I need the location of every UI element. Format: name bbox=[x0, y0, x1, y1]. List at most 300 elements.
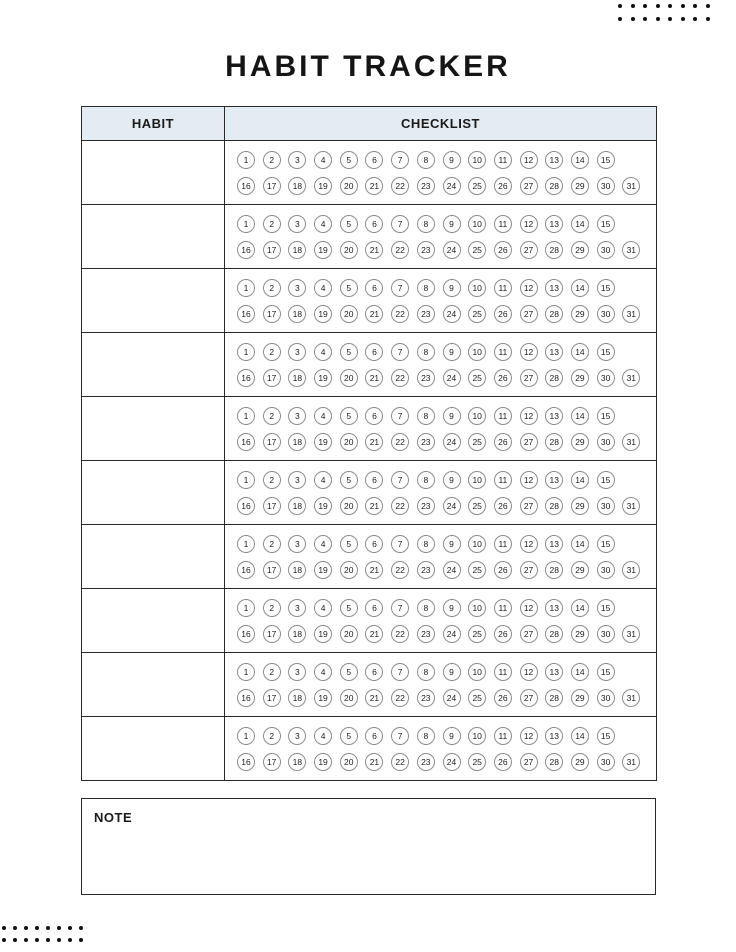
day-checkbox[interactable]: 5 bbox=[340, 727, 358, 745]
day-checkbox[interactable]: 16 bbox=[237, 433, 255, 451]
day-checkbox[interactable]: 17 bbox=[263, 177, 281, 195]
day-checkbox[interactable]: 30 bbox=[597, 753, 615, 771]
day-checkbox[interactable]: 28 bbox=[545, 433, 563, 451]
day-checkbox[interactable]: 12 bbox=[520, 407, 538, 425]
day-checkbox[interactable]: 7 bbox=[391, 343, 409, 361]
day-checkbox[interactable]: 5 bbox=[340, 471, 358, 489]
day-checkbox[interactable]: 18 bbox=[288, 497, 306, 515]
day-checkbox[interactable]: 31 bbox=[622, 177, 640, 195]
day-checkbox[interactable]: 1 bbox=[237, 663, 255, 681]
day-checkbox[interactable]: 26 bbox=[494, 177, 512, 195]
day-checkbox[interactable]: 6 bbox=[365, 599, 383, 617]
day-checkbox[interactable]: 29 bbox=[571, 625, 589, 643]
day-checkbox[interactable]: 21 bbox=[365, 305, 383, 323]
day-checkbox[interactable]: 23 bbox=[417, 369, 435, 387]
day-checkbox[interactable]: 18 bbox=[288, 689, 306, 707]
day-checkbox[interactable]: 10 bbox=[468, 215, 486, 233]
day-checkbox[interactable]: 19 bbox=[314, 369, 332, 387]
day-checkbox[interactable]: 29 bbox=[571, 561, 589, 579]
day-checkbox[interactable]: 29 bbox=[571, 689, 589, 707]
day-checkbox[interactable]: 14 bbox=[571, 535, 589, 553]
day-checkbox[interactable]: 15 bbox=[597, 663, 615, 681]
day-checkbox[interactable]: 7 bbox=[391, 599, 409, 617]
day-checkbox[interactable]: 16 bbox=[237, 241, 255, 259]
day-checkbox[interactable]: 16 bbox=[237, 561, 255, 579]
day-checkbox[interactable]: 5 bbox=[340, 215, 358, 233]
day-checkbox[interactable]: 5 bbox=[340, 151, 358, 169]
day-checkbox[interactable]: 19 bbox=[314, 305, 332, 323]
day-checkbox[interactable]: 16 bbox=[237, 625, 255, 643]
day-checkbox[interactable]: 28 bbox=[545, 561, 563, 579]
day-checkbox[interactable]: 22 bbox=[391, 561, 409, 579]
day-checkbox[interactable]: 2 bbox=[263, 343, 281, 361]
day-checkbox[interactable]: 12 bbox=[520, 535, 538, 553]
day-checkbox[interactable]: 13 bbox=[545, 215, 563, 233]
day-checkbox[interactable]: 14 bbox=[571, 727, 589, 745]
day-checkbox[interactable]: 8 bbox=[417, 663, 435, 681]
day-checkbox[interactable]: 4 bbox=[314, 279, 332, 297]
day-checkbox[interactable]: 9 bbox=[443, 407, 461, 425]
day-checkbox[interactable]: 31 bbox=[622, 753, 640, 771]
day-checkbox[interactable]: 24 bbox=[443, 177, 461, 195]
habit-name-cell[interactable] bbox=[82, 205, 225, 269]
day-checkbox[interactable]: 4 bbox=[314, 727, 332, 745]
day-checkbox[interactable]: 16 bbox=[237, 369, 255, 387]
day-checkbox[interactable]: 11 bbox=[494, 727, 512, 745]
day-checkbox[interactable]: 11 bbox=[494, 535, 512, 553]
day-checkbox[interactable]: 6 bbox=[365, 215, 383, 233]
day-checkbox[interactable]: 3 bbox=[288, 215, 306, 233]
day-checkbox[interactable]: 4 bbox=[314, 151, 332, 169]
day-checkbox[interactable]: 20 bbox=[340, 305, 358, 323]
day-checkbox[interactable]: 15 bbox=[597, 471, 615, 489]
day-checkbox[interactable]: 6 bbox=[365, 407, 383, 425]
day-checkbox[interactable]: 8 bbox=[417, 535, 435, 553]
day-checkbox[interactable]: 23 bbox=[417, 177, 435, 195]
day-checkbox[interactable]: 3 bbox=[288, 343, 306, 361]
day-checkbox[interactable]: 4 bbox=[314, 471, 332, 489]
day-checkbox[interactable]: 23 bbox=[417, 625, 435, 643]
day-checkbox[interactable]: 3 bbox=[288, 471, 306, 489]
day-checkbox[interactable]: 6 bbox=[365, 663, 383, 681]
day-checkbox[interactable]: 25 bbox=[468, 689, 486, 707]
day-checkbox[interactable]: 10 bbox=[468, 279, 486, 297]
day-checkbox[interactable]: 11 bbox=[494, 279, 512, 297]
day-checkbox[interactable]: 26 bbox=[494, 433, 512, 451]
day-checkbox[interactable]: 27 bbox=[520, 497, 538, 515]
day-checkbox[interactable]: 31 bbox=[622, 497, 640, 515]
day-checkbox[interactable]: 16 bbox=[237, 305, 255, 323]
day-checkbox[interactable]: 18 bbox=[288, 369, 306, 387]
day-checkbox[interactable]: 20 bbox=[340, 177, 358, 195]
day-checkbox[interactable]: 29 bbox=[571, 177, 589, 195]
day-checkbox[interactable]: 24 bbox=[443, 689, 461, 707]
day-checkbox[interactable]: 26 bbox=[494, 561, 512, 579]
day-checkbox[interactable]: 28 bbox=[545, 177, 563, 195]
day-checkbox[interactable]: 25 bbox=[468, 753, 486, 771]
day-checkbox[interactable]: 19 bbox=[314, 177, 332, 195]
day-checkbox[interactable]: 3 bbox=[288, 151, 306, 169]
day-checkbox[interactable]: 14 bbox=[571, 343, 589, 361]
day-checkbox[interactable]: 29 bbox=[571, 305, 589, 323]
day-checkbox[interactable]: 13 bbox=[545, 599, 563, 617]
day-checkbox[interactable]: 5 bbox=[340, 535, 358, 553]
day-checkbox[interactable]: 18 bbox=[288, 305, 306, 323]
day-checkbox[interactable]: 15 bbox=[597, 407, 615, 425]
day-checkbox[interactable]: 25 bbox=[468, 177, 486, 195]
day-checkbox[interactable]: 13 bbox=[545, 407, 563, 425]
day-checkbox[interactable]: 19 bbox=[314, 753, 332, 771]
day-checkbox[interactable]: 29 bbox=[571, 241, 589, 259]
day-checkbox[interactable]: 7 bbox=[391, 663, 409, 681]
day-checkbox[interactable]: 19 bbox=[314, 689, 332, 707]
day-checkbox[interactable]: 4 bbox=[314, 343, 332, 361]
day-checkbox[interactable]: 14 bbox=[571, 151, 589, 169]
day-checkbox[interactable]: 11 bbox=[494, 663, 512, 681]
day-checkbox[interactable]: 17 bbox=[263, 561, 281, 579]
day-checkbox[interactable]: 22 bbox=[391, 177, 409, 195]
day-checkbox[interactable]: 22 bbox=[391, 753, 409, 771]
day-checkbox[interactable]: 11 bbox=[494, 471, 512, 489]
habit-name-cell[interactable] bbox=[82, 333, 225, 397]
day-checkbox[interactable]: 1 bbox=[237, 215, 255, 233]
day-checkbox[interactable]: 8 bbox=[417, 407, 435, 425]
day-checkbox[interactable]: 9 bbox=[443, 535, 461, 553]
day-checkbox[interactable]: 20 bbox=[340, 689, 358, 707]
day-checkbox[interactable]: 10 bbox=[468, 343, 486, 361]
day-checkbox[interactable]: 22 bbox=[391, 305, 409, 323]
day-checkbox[interactable]: 21 bbox=[365, 369, 383, 387]
day-checkbox[interactable]: 25 bbox=[468, 305, 486, 323]
day-checkbox[interactable]: 1 bbox=[237, 599, 255, 617]
day-checkbox[interactable]: 23 bbox=[417, 241, 435, 259]
day-checkbox[interactable]: 25 bbox=[468, 433, 486, 451]
day-checkbox[interactable]: 4 bbox=[314, 599, 332, 617]
day-checkbox[interactable]: 18 bbox=[288, 433, 306, 451]
day-checkbox[interactable]: 7 bbox=[391, 279, 409, 297]
day-checkbox[interactable]: 30 bbox=[597, 497, 615, 515]
day-checkbox[interactable]: 24 bbox=[443, 625, 461, 643]
day-checkbox[interactable]: 10 bbox=[468, 407, 486, 425]
day-checkbox[interactable]: 10 bbox=[468, 727, 486, 745]
day-checkbox[interactable]: 18 bbox=[288, 177, 306, 195]
day-checkbox[interactable]: 2 bbox=[263, 151, 281, 169]
day-checkbox[interactable]: 23 bbox=[417, 689, 435, 707]
day-checkbox[interactable]: 13 bbox=[545, 279, 563, 297]
day-checkbox[interactable]: 5 bbox=[340, 663, 358, 681]
day-checkbox[interactable]: 14 bbox=[571, 599, 589, 617]
day-checkbox[interactable]: 24 bbox=[443, 305, 461, 323]
day-checkbox[interactable]: 12 bbox=[520, 215, 538, 233]
day-checkbox[interactable]: 8 bbox=[417, 279, 435, 297]
day-checkbox[interactable]: 31 bbox=[622, 689, 640, 707]
day-checkbox[interactable]: 23 bbox=[417, 305, 435, 323]
day-checkbox[interactable]: 31 bbox=[622, 305, 640, 323]
day-checkbox[interactable]: 15 bbox=[597, 599, 615, 617]
day-checkbox[interactable]: 31 bbox=[622, 625, 640, 643]
day-checkbox[interactable]: 28 bbox=[545, 305, 563, 323]
day-checkbox[interactable]: 29 bbox=[571, 369, 589, 387]
day-checkbox[interactable]: 12 bbox=[520, 471, 538, 489]
day-checkbox[interactable]: 13 bbox=[545, 727, 563, 745]
day-checkbox[interactable]: 31 bbox=[622, 369, 640, 387]
day-checkbox[interactable]: 23 bbox=[417, 433, 435, 451]
day-checkbox[interactable]: 3 bbox=[288, 663, 306, 681]
day-checkbox[interactable]: 13 bbox=[545, 471, 563, 489]
day-checkbox[interactable]: 12 bbox=[520, 663, 538, 681]
day-checkbox[interactable]: 16 bbox=[237, 497, 255, 515]
day-checkbox[interactable]: 9 bbox=[443, 151, 461, 169]
day-checkbox[interactable]: 7 bbox=[391, 215, 409, 233]
day-checkbox[interactable]: 3 bbox=[288, 599, 306, 617]
day-checkbox[interactable]: 30 bbox=[597, 625, 615, 643]
day-checkbox[interactable]: 20 bbox=[340, 753, 358, 771]
day-checkbox[interactable]: 17 bbox=[263, 625, 281, 643]
habit-name-cell[interactable] bbox=[82, 141, 225, 205]
day-checkbox[interactable]: 2 bbox=[263, 215, 281, 233]
day-checkbox[interactable]: 22 bbox=[391, 625, 409, 643]
day-checkbox[interactable]: 5 bbox=[340, 279, 358, 297]
day-checkbox[interactable]: 15 bbox=[597, 279, 615, 297]
day-checkbox[interactable]: 6 bbox=[365, 727, 383, 745]
day-checkbox[interactable]: 12 bbox=[520, 343, 538, 361]
day-checkbox[interactable]: 31 bbox=[622, 561, 640, 579]
day-checkbox[interactable]: 11 bbox=[494, 343, 512, 361]
day-checkbox[interactable]: 30 bbox=[597, 177, 615, 195]
day-checkbox[interactable]: 19 bbox=[314, 561, 332, 579]
day-checkbox[interactable]: 6 bbox=[365, 279, 383, 297]
day-checkbox[interactable]: 7 bbox=[391, 407, 409, 425]
day-checkbox[interactable]: 29 bbox=[571, 753, 589, 771]
day-checkbox[interactable]: 17 bbox=[263, 433, 281, 451]
note-box[interactable] bbox=[81, 798, 656, 895]
day-checkbox[interactable]: 20 bbox=[340, 497, 358, 515]
day-checkbox[interactable]: 20 bbox=[340, 433, 358, 451]
day-checkbox[interactable]: 9 bbox=[443, 663, 461, 681]
day-checkbox[interactable]: 21 bbox=[365, 433, 383, 451]
day-checkbox[interactable]: 2 bbox=[263, 535, 281, 553]
day-checkbox[interactable]: 13 bbox=[545, 343, 563, 361]
day-checkbox[interactable]: 27 bbox=[520, 433, 538, 451]
day-checkbox[interactable]: 14 bbox=[571, 471, 589, 489]
day-checkbox[interactable]: 30 bbox=[597, 241, 615, 259]
day-checkbox[interactable]: 2 bbox=[263, 727, 281, 745]
day-checkbox[interactable]: 4 bbox=[314, 535, 332, 553]
day-checkbox[interactable]: 1 bbox=[237, 471, 255, 489]
day-checkbox[interactable]: 26 bbox=[494, 305, 512, 323]
day-checkbox[interactable]: 21 bbox=[365, 497, 383, 515]
day-checkbox[interactable]: 13 bbox=[545, 151, 563, 169]
day-checkbox[interactable]: 19 bbox=[314, 433, 332, 451]
day-checkbox[interactable]: 25 bbox=[468, 241, 486, 259]
day-checkbox[interactable]: 23 bbox=[417, 753, 435, 771]
day-checkbox[interactable]: 26 bbox=[494, 625, 512, 643]
day-checkbox[interactable]: 17 bbox=[263, 497, 281, 515]
day-checkbox[interactable]: 18 bbox=[288, 561, 306, 579]
day-checkbox[interactable]: 4 bbox=[314, 663, 332, 681]
day-checkbox[interactable]: 7 bbox=[391, 151, 409, 169]
day-checkbox[interactable]: 6 bbox=[365, 471, 383, 489]
day-checkbox[interactable]: 14 bbox=[571, 407, 589, 425]
day-checkbox[interactable]: 13 bbox=[545, 663, 563, 681]
day-checkbox[interactable]: 12 bbox=[520, 279, 538, 297]
day-checkbox[interactable]: 28 bbox=[545, 241, 563, 259]
day-checkbox[interactable]: 3 bbox=[288, 727, 306, 745]
day-checkbox[interactable]: 10 bbox=[468, 535, 486, 553]
day-checkbox[interactable]: 20 bbox=[340, 241, 358, 259]
day-checkbox[interactable]: 5 bbox=[340, 599, 358, 617]
day-checkbox[interactable]: 19 bbox=[314, 497, 332, 515]
day-checkbox[interactable]: 25 bbox=[468, 561, 486, 579]
day-checkbox[interactable]: 10 bbox=[468, 471, 486, 489]
day-checkbox[interactable]: 12 bbox=[520, 599, 538, 617]
day-checkbox[interactable]: 11 bbox=[494, 599, 512, 617]
day-checkbox[interactable]: 21 bbox=[365, 241, 383, 259]
day-checkbox[interactable]: 27 bbox=[520, 689, 538, 707]
habit-name-cell[interactable] bbox=[82, 525, 225, 589]
day-checkbox[interactable]: 1 bbox=[237, 343, 255, 361]
day-checkbox[interactable]: 28 bbox=[545, 753, 563, 771]
day-checkbox[interactable]: 9 bbox=[443, 343, 461, 361]
day-checkbox[interactable]: 1 bbox=[237, 151, 255, 169]
day-checkbox[interactable]: 23 bbox=[417, 561, 435, 579]
day-checkbox[interactable]: 24 bbox=[443, 561, 461, 579]
day-checkbox[interactable]: 26 bbox=[494, 497, 512, 515]
day-checkbox[interactable]: 15 bbox=[597, 535, 615, 553]
day-checkbox[interactable]: 15 bbox=[597, 727, 615, 745]
day-checkbox[interactable]: 30 bbox=[597, 689, 615, 707]
day-checkbox[interactable]: 14 bbox=[571, 663, 589, 681]
day-checkbox[interactable]: 6 bbox=[365, 343, 383, 361]
day-checkbox[interactable]: 21 bbox=[365, 689, 383, 707]
day-checkbox[interactable]: 6 bbox=[365, 535, 383, 553]
day-checkbox[interactable]: 1 bbox=[237, 727, 255, 745]
day-checkbox[interactable]: 16 bbox=[237, 689, 255, 707]
day-checkbox[interactable]: 15 bbox=[597, 151, 615, 169]
day-checkbox[interactable]: 10 bbox=[468, 599, 486, 617]
day-checkbox[interactable]: 11 bbox=[494, 151, 512, 169]
day-checkbox[interactable]: 17 bbox=[263, 753, 281, 771]
day-checkbox[interactable]: 31 bbox=[622, 433, 640, 451]
day-checkbox[interactable]: 2 bbox=[263, 599, 281, 617]
day-checkbox[interactable]: 25 bbox=[468, 369, 486, 387]
day-checkbox[interactable]: 18 bbox=[288, 241, 306, 259]
day-checkbox[interactable]: 28 bbox=[545, 625, 563, 643]
day-checkbox[interactable]: 16 bbox=[237, 753, 255, 771]
day-checkbox[interactable]: 5 bbox=[340, 407, 358, 425]
day-checkbox[interactable]: 17 bbox=[263, 305, 281, 323]
day-checkbox[interactable]: 27 bbox=[520, 305, 538, 323]
day-checkbox[interactable]: 9 bbox=[443, 279, 461, 297]
day-checkbox[interactable]: 22 bbox=[391, 433, 409, 451]
day-checkbox[interactable]: 21 bbox=[365, 753, 383, 771]
day-checkbox[interactable]: 8 bbox=[417, 151, 435, 169]
day-checkbox[interactable]: 15 bbox=[597, 215, 615, 233]
day-checkbox[interactable]: 8 bbox=[417, 599, 435, 617]
day-checkbox[interactable]: 6 bbox=[365, 151, 383, 169]
day-checkbox[interactable]: 20 bbox=[340, 625, 358, 643]
habit-name-cell[interactable] bbox=[82, 461, 225, 525]
day-checkbox[interactable]: 1 bbox=[237, 407, 255, 425]
day-checkbox[interactable]: 21 bbox=[365, 625, 383, 643]
habit-name-cell[interactable] bbox=[82, 269, 225, 333]
day-checkbox[interactable]: 31 bbox=[622, 241, 640, 259]
day-checkbox[interactable]: 10 bbox=[468, 663, 486, 681]
day-checkbox[interactable]: 25 bbox=[468, 497, 486, 515]
day-checkbox[interactable]: 30 bbox=[597, 305, 615, 323]
day-checkbox[interactable]: 7 bbox=[391, 535, 409, 553]
day-checkbox[interactable]: 27 bbox=[520, 369, 538, 387]
day-checkbox[interactable]: 24 bbox=[443, 369, 461, 387]
day-checkbox[interactable]: 24 bbox=[443, 753, 461, 771]
day-checkbox[interactable]: 12 bbox=[520, 151, 538, 169]
day-checkbox[interactable]: 2 bbox=[263, 407, 281, 425]
day-checkbox[interactable]: 18 bbox=[288, 753, 306, 771]
day-checkbox[interactable]: 30 bbox=[597, 369, 615, 387]
day-checkbox[interactable]: 16 bbox=[237, 177, 255, 195]
day-checkbox[interactable]: 22 bbox=[391, 497, 409, 515]
day-checkbox[interactable]: 11 bbox=[494, 215, 512, 233]
habit-name-cell[interactable] bbox=[82, 653, 225, 717]
day-checkbox[interactable]: 13 bbox=[545, 535, 563, 553]
day-checkbox[interactable]: 2 bbox=[263, 471, 281, 489]
day-checkbox[interactable]: 1 bbox=[237, 535, 255, 553]
day-checkbox[interactable]: 11 bbox=[494, 407, 512, 425]
day-checkbox[interactable]: 28 bbox=[545, 497, 563, 515]
habit-name-cell[interactable] bbox=[82, 717, 225, 781]
day-checkbox[interactable]: 22 bbox=[391, 369, 409, 387]
day-checkbox[interactable]: 22 bbox=[391, 241, 409, 259]
day-checkbox[interactable]: 19 bbox=[314, 625, 332, 643]
day-checkbox[interactable]: 24 bbox=[443, 433, 461, 451]
day-checkbox[interactable]: 10 bbox=[468, 151, 486, 169]
day-checkbox[interactable]: 27 bbox=[520, 753, 538, 771]
habit-name-cell[interactable] bbox=[82, 589, 225, 653]
day-checkbox[interactable]: 17 bbox=[263, 241, 281, 259]
day-checkbox[interactable]: 2 bbox=[263, 279, 281, 297]
day-checkbox[interactable]: 8 bbox=[417, 727, 435, 745]
day-checkbox[interactable]: 8 bbox=[417, 471, 435, 489]
day-checkbox[interactable]: 20 bbox=[340, 561, 358, 579]
day-checkbox[interactable]: 8 bbox=[417, 215, 435, 233]
day-checkbox[interactable]: 9 bbox=[443, 727, 461, 745]
day-checkbox[interactable]: 28 bbox=[545, 689, 563, 707]
day-checkbox[interactable]: 17 bbox=[263, 689, 281, 707]
day-checkbox[interactable]: 27 bbox=[520, 177, 538, 195]
day-checkbox[interactable]: 24 bbox=[443, 241, 461, 259]
day-checkbox[interactable]: 25 bbox=[468, 625, 486, 643]
day-checkbox[interactable]: 27 bbox=[520, 241, 538, 259]
day-checkbox[interactable]: 1 bbox=[237, 279, 255, 297]
day-checkbox[interactable]: 23 bbox=[417, 497, 435, 515]
habit-name-cell[interactable] bbox=[82, 397, 225, 461]
day-checkbox[interactable]: 15 bbox=[597, 343, 615, 361]
day-checkbox[interactable]: 14 bbox=[571, 215, 589, 233]
day-checkbox[interactable]: 21 bbox=[365, 561, 383, 579]
day-checkbox[interactable]: 4 bbox=[314, 215, 332, 233]
day-checkbox[interactable]: 26 bbox=[494, 753, 512, 771]
day-checkbox[interactable]: 17 bbox=[263, 369, 281, 387]
day-checkbox[interactable]: 20 bbox=[340, 369, 358, 387]
day-checkbox[interactable]: 5 bbox=[340, 343, 358, 361]
day-checkbox[interactable]: 19 bbox=[314, 241, 332, 259]
day-checkbox[interactable]: 9 bbox=[443, 599, 461, 617]
day-checkbox[interactable]: 9 bbox=[443, 215, 461, 233]
day-checkbox[interactable]: 3 bbox=[288, 535, 306, 553]
day-checkbox[interactable]: 27 bbox=[520, 561, 538, 579]
day-checkbox[interactable]: 28 bbox=[545, 369, 563, 387]
day-checkbox[interactable]: 29 bbox=[571, 433, 589, 451]
